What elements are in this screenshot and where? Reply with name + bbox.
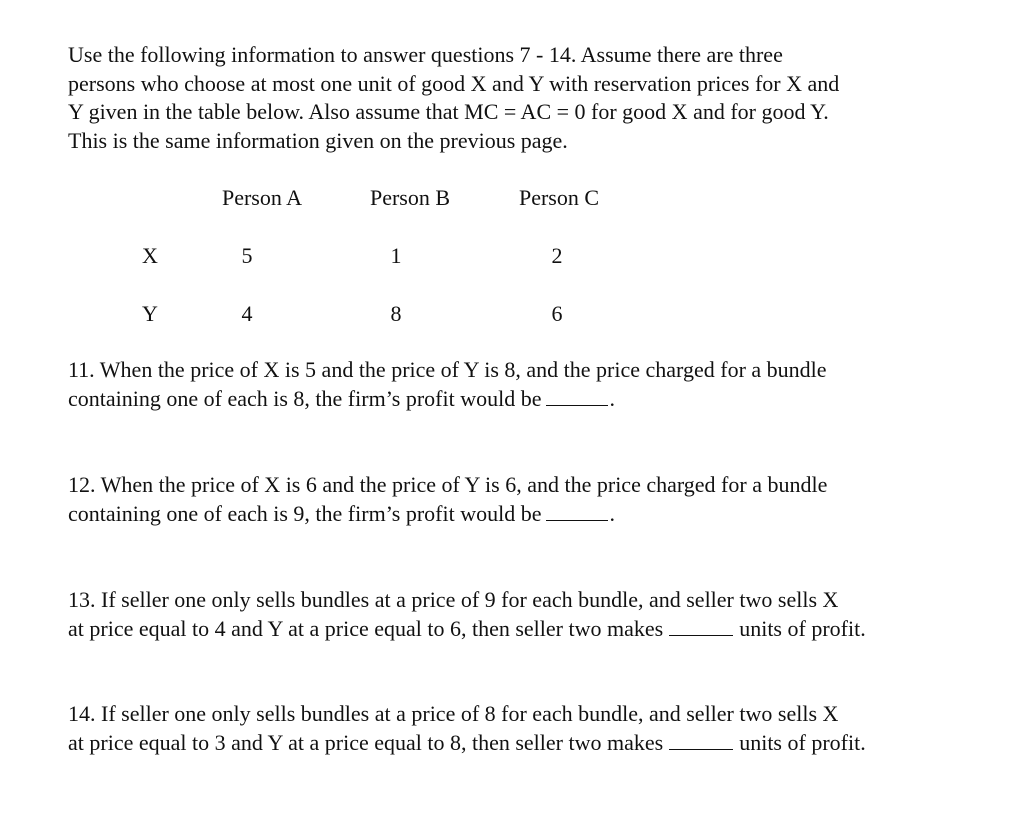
question-text: at price equal to 3 and Y at a price equal to 8, then seller two makes (68, 729, 664, 755)
answer-blank[interactable] (546, 385, 608, 406)
table-cell: 6 (551, 301, 563, 326)
intro-line: This is the same information given on the previous page. (68, 127, 568, 153)
question-text: units of profit. (739, 615, 866, 641)
answer-blank[interactable] (669, 615, 733, 636)
intro-line: persons who choose at most one unit of good X and Y with reservation prices for X and (68, 70, 840, 96)
question-text: 11. When the price of X is 5 and the price of Y is 8, and the price charged for a bundle (68, 357, 827, 382)
question-text: 14. If seller one only sells bundles at a price of 8 for each bundle, and seller two sells X (68, 701, 839, 726)
intro-line: Use the following information to answer questions 7 - 14. Assume there are three (68, 42, 783, 67)
table-cell: 2 (551, 243, 563, 268)
question-11 (68, 356, 968, 413)
table-cell: 5 (241, 243, 253, 268)
row-label-y: Y (142, 301, 158, 326)
question-text: 12. When the price of X is 6 and the price of Y is 6, and the price charged for a bundle (68, 472, 828, 497)
question-text: at price equal to 4 and Y at a price equal to 6, then seller two makes (68, 615, 664, 641)
question-text: . (609, 500, 615, 526)
intro-paragraph (68, 41, 968, 155)
question-text: 13. If seller one only sells bundles at a price of 9 for each bundle, and seller two sells X (68, 587, 839, 612)
table-cell: 1 (390, 243, 402, 268)
row-label-x: X (142, 243, 158, 268)
table-header-person-c: Person C (518, 185, 600, 210)
table-cell: 4 (241, 301, 253, 326)
question-text: containing one of each is 9, the firm’s profit would be (68, 500, 542, 526)
question-14 (68, 700, 968, 757)
answer-blank[interactable] (546, 500, 608, 521)
question-text: . (609, 385, 615, 411)
question-text: units of profit. (739, 729, 866, 755)
table-header-person-a: Person A (221, 185, 303, 210)
question-12 (68, 471, 968, 528)
intro-line: Y given in the table below. Also assume that MC = AC = 0 for good X and for good Y. (68, 99, 829, 124)
question-13 (68, 586, 968, 643)
table-header-person-b: Person B (369, 185, 451, 210)
answer-blank[interactable] (669, 729, 733, 750)
table-cell: 8 (390, 301, 402, 326)
question-text: containing one of each is 8, the firm’s profit would be (68, 385, 542, 411)
